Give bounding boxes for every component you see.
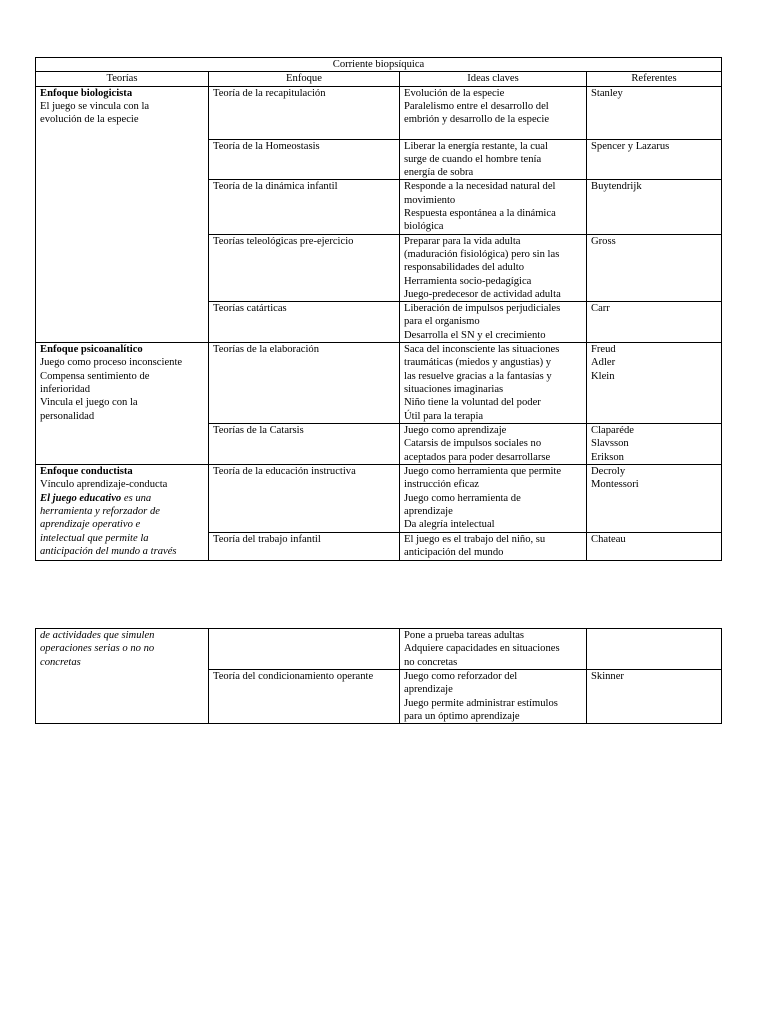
ideas-cell: [400, 532, 587, 560]
refs-cell: [587, 139, 722, 180]
ideas-cell: [400, 465, 587, 532]
ref-line: Decroly: [591, 466, 626, 478]
group-italic: anticipación del mundo a través: [40, 545, 177, 557]
group-name: Enfoque biologicista: [40, 87, 133, 99]
refs-cell: [587, 424, 722, 465]
idea-line: responsabilidades del adulto: [404, 262, 525, 274]
idea-line: Juego como aprendizaje: [404, 425, 507, 437]
theory-cell: Teoría de la dinámica infantil: [209, 180, 400, 234]
header-teorias: Teorías: [36, 72, 209, 86]
ref-line: Chateau: [591, 533, 626, 545]
group-desc: Vínculo aprendizaje-conducta: [40, 479, 168, 491]
theory-cell: Teoría del trabajo infantil: [209, 532, 400, 560]
group-desc: personalidad: [40, 410, 95, 422]
idea-line: Juego-predecesor de actividad adulta: [404, 288, 561, 300]
ref-line: Spencer y Lazarus: [591, 140, 670, 152]
theory-cell: Teoría de la educación instructiva: [209, 465, 400, 532]
idea-line: Liberación de impulsos perjudiciales: [404, 303, 561, 315]
idea-line: Pone a prueba tareas adultas: [404, 630, 525, 641]
idea-line: Juego como herramienta de: [404, 492, 521, 504]
ref-line: Stanley: [591, 87, 623, 99]
ref-line: Montessori: [591, 479, 639, 491]
ref-line: Buytendrijk: [591, 181, 642, 193]
theory-cell: [209, 629, 400, 670]
idea-line: Responde a la necesidad natural del: [404, 181, 556, 193]
idea-line: Juego permite administrar estímulos: [404, 697, 558, 709]
idea-line: surge de cuando el hombre tenía: [404, 153, 542, 165]
table-row: [36, 86, 722, 139]
group-cell-conductista: [36, 465, 209, 560]
idea-line: aceptados para poder desarrollarse: [404, 451, 551, 463]
ideas-cell: [400, 180, 587, 234]
ref-line: Slavsson: [591, 438, 629, 450]
group-cell-conductista-cont: [36, 629, 209, 724]
table-row: [36, 465, 722, 532]
refs-cell: [587, 86, 722, 139]
group-italic: concretas: [40, 656, 81, 668]
theory-cell: Teorías de la Catarsis: [209, 424, 400, 465]
ideas-cell: [400, 234, 587, 301]
theory-cell: Teoría de la recapitulación: [209, 86, 400, 139]
idea-line: Preparar para la vida adulta: [404, 235, 521, 247]
header-enfoque: Enfoque: [209, 72, 400, 86]
refs-cell: [587, 465, 722, 532]
idea-line: situaciones imaginarias: [404, 383, 504, 395]
group-name: Enfoque psicoanalítico: [40, 344, 143, 356]
idea-line: aprendizaje: [404, 505, 453, 517]
idea-line: (maduración fisiológica) pero sin las: [404, 248, 560, 260]
group-desc: Compensa sentimiento de: [40, 370, 150, 382]
idea-line: Evolución de la especie: [404, 87, 505, 99]
table-title: Corriente biopsíquica: [36, 58, 722, 72]
group-desc: evolución de la especie: [40, 114, 139, 126]
idea-line: Juego como reforzador del: [404, 671, 518, 682]
idea-line: Da alegría intelectual: [404, 519, 495, 531]
ref-line: Skinner: [591, 671, 624, 682]
ideas-cell: [400, 670, 587, 724]
theory-cell: Teoría del condicionamiento operante: [209, 670, 400, 724]
theories-table: [35, 57, 722, 561]
group-italic: herramienta y reforzador de: [40, 505, 160, 517]
idea-line: Niño tiene la voluntad del poder: [404, 397, 541, 409]
idea-line: instrucción eficaz: [404, 479, 479, 491]
idea-line: traumáticas (miedos y angustias) y: [404, 357, 552, 369]
idea-line: movimiento: [404, 194, 456, 206]
idea-line: las resuelve gracias a la fantasías y: [404, 370, 552, 382]
ideas-cell: [400, 302, 587, 343]
ref-line: Gross: [591, 235, 616, 247]
group-desc: Juego como proceso inconsciente: [40, 357, 183, 369]
group-emph: El juego educativo: [40, 492, 122, 504]
idea-line: Juego como herramienta que permite: [404, 466, 562, 478]
idea-line: Saca del inconsciente las situaciones: [404, 344, 560, 356]
refs-cell: [587, 670, 722, 724]
table-row: [36, 629, 722, 670]
group-italic: es una: [121, 492, 152, 504]
ideas-cell: [400, 343, 587, 424]
group-italic: aprendizaje operativo e: [40, 519, 141, 531]
refs-cell: [587, 343, 722, 424]
ideas-cell: [400, 424, 587, 465]
idea-line: Desarrolla el SN y el crecimiento: [404, 329, 546, 341]
idea-line: Adquiere capacidades en situaciones: [404, 643, 560, 655]
ref-line: Erikson: [591, 451, 624, 463]
table-row: [36, 343, 722, 424]
idea-line: anticipación del mundo: [404, 546, 504, 558]
group-italic: de actividades que simulen: [40, 630, 155, 641]
idea-line: Herramienta socio-pedagígica: [404, 275, 532, 287]
idea-line: biológica: [404, 221, 444, 233]
idea-line: Útil para la terapia: [404, 410, 484, 422]
refs-cell: [587, 180, 722, 234]
refs-cell: [587, 302, 722, 343]
idea-line: Catarsis de impulsos sociales no: [404, 438, 542, 450]
theory-cell: Teoría de la Homeostasis: [209, 139, 400, 180]
ideas-cell: [400, 139, 587, 180]
group-cell-biologicista: [36, 86, 209, 342]
ideas-cell: [400, 86, 587, 139]
ref-line: Adler: [591, 357, 616, 369]
idea-line: Liberar la energía restante, la cual: [404, 140, 548, 152]
idea-line: energía de sobra: [404, 167, 474, 179]
ref-line: Claparéde: [591, 425, 634, 437]
idea-line: Paralelismo entre el desarrollo del: [404, 100, 549, 112]
header-referentes: Referentes: [587, 72, 722, 86]
ref-line: Carr: [591, 303, 610, 315]
idea-line: para el organismo: [404, 316, 480, 328]
ref-line: Freud: [591, 344, 616, 356]
idea-line: Respuesta espontánea a la dinámica: [404, 208, 556, 220]
theories-table-continuation: [35, 628, 722, 724]
group-desc: Vincula el juego con la: [40, 397, 138, 409]
theory-cell: Teorías teleológicas pre-ejercicio: [209, 234, 400, 301]
idea-line: embrión y desarrollo de la especie: [404, 114, 550, 126]
refs-cell: [587, 629, 722, 670]
refs-cell: [587, 532, 722, 560]
theory-cell: Teorías catárticas: [209, 302, 400, 343]
idea-line: aprendizaje: [404, 684, 453, 696]
refs-cell: [587, 234, 722, 301]
ref-line: Klein: [591, 370, 615, 382]
group-italic: intelectual que permite la: [40, 532, 149, 544]
group-desc: inferioridad: [40, 383, 91, 395]
idea-line: para un óptimo aprendizaje: [404, 710, 520, 722]
group-italic: operaciones serias o no no: [40, 643, 155, 655]
group-name: Enfoque conductista: [40, 466, 133, 478]
ideas-cell: [400, 629, 587, 670]
idea-line: no concretas: [404, 656, 458, 668]
group-desc: El juego se vincula con la: [40, 100, 150, 112]
header-ideas: Ideas claves: [400, 72, 587, 86]
theory-cell: Teorías de la elaboración: [209, 343, 400, 424]
idea-line: El juego es el trabajo del niño, su: [404, 533, 546, 545]
group-cell-psicoanalitico: [36, 343, 209, 465]
